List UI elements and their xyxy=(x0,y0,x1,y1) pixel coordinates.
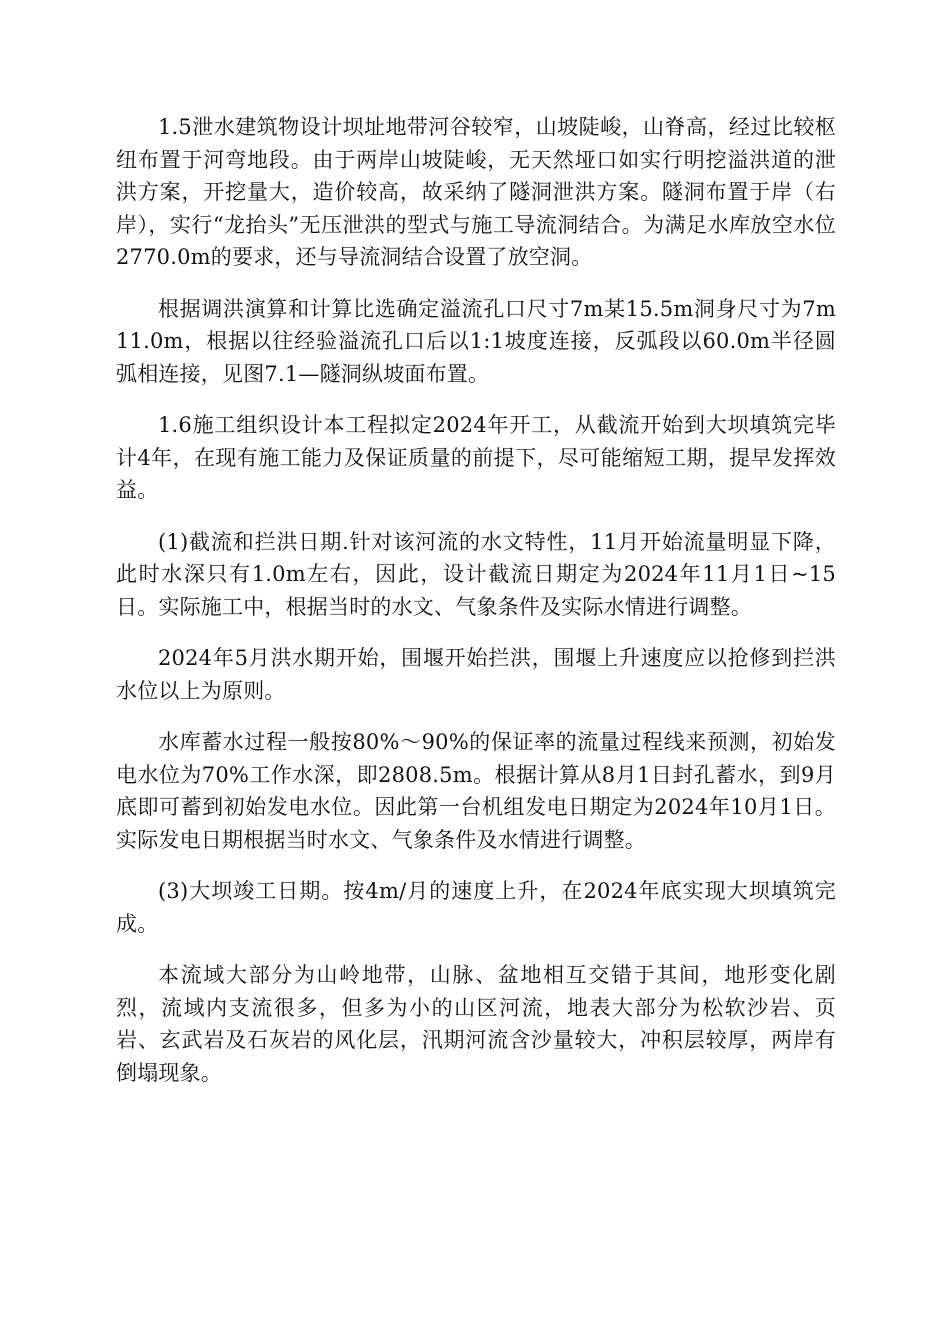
paragraph-closure-date: (1)截流和拦洪日期.针对该河流的水文特性，11月开始流量明显下降，此时水深只有1.0m左右，因此，设计截流日期定为2024年11月1日~15日。实际施工中，根据当时的水文、气象条件及实际水情进行调整。 xyxy=(116,529,836,619)
document-body xyxy=(116,111,836,1108)
paragraph-basin-description: 本流域大部分为山岭地带，山脉、盆地相互交错于其间，地形变化剧烈，流域内支流很多，但多为小的山区河流，地表大部分为松软沙岩、页岩、玄武岩及石灰岩的风化层，汛期河流含沙量较大，冲积层较厚，两岸有倒塌现象。 xyxy=(116,963,836,1085)
paragraph-flood-season: 2024年5月洪水期开始，围堰开始拦洪，围堰上升速度应以抢修到拦洪水位以上为原则。 xyxy=(116,646,836,703)
paragraph-dam-completion: (3)大坝竣工日期。按4m/月的速度上升，在2024年底实现大坝填筑完成。 xyxy=(116,879,836,936)
paragraph-orifice-size: 根据调洪演算和计算比选确定溢流孔口尺寸7m某15.5m洞身尺寸为7m11.0m，根据以往经验溢流孔口后以1:1坡度连接，反弧段以60.0m半径圆弧相连接，见图7.1—隧洞纵坡面布置。 xyxy=(116,296,836,386)
paragraph-construction-plan: 1.6施工组织设计本工程拟定2024年开工，从截流开始到大坝填筑完毕计4年，在现有施工能力及保证质量的前提下，尽可能缩短工期，提早发挥效益。 xyxy=(116,413,836,502)
paragraph-impoundment: 水库蓄水过程一般按80%～90%的保证率的流量过程线来预测，初始发电水位为70%工作水深，即2808.5m。根据计算从8月1日封孔蓄水，到9月底即可蓄到初始发电水位。因此第一台机组发电日期定为2024年10月1日。实际发电日期根据当时水文、气象条件及水情进行调整。 xyxy=(116,730,836,852)
paragraph-spillway-design: 1.5泄水建筑物设计坝址地带河谷较窄，山坡陡峻，山脊高，经过比较枢纽布置于河弯地段。由于两岸山坡陡峻，无天然垭口如实行明挖溢洪道的泄洪方案，开挖量大，造价较高，故采纳了隧洞泄洪方案。隧洞布置于岸（右岸），实行“龙抬头”无压泄洪的型式与施工导流洞结合。为满足水库放空水位2770.0m的要求，还与导流洞结合设置了放空洞。 xyxy=(116,115,836,269)
